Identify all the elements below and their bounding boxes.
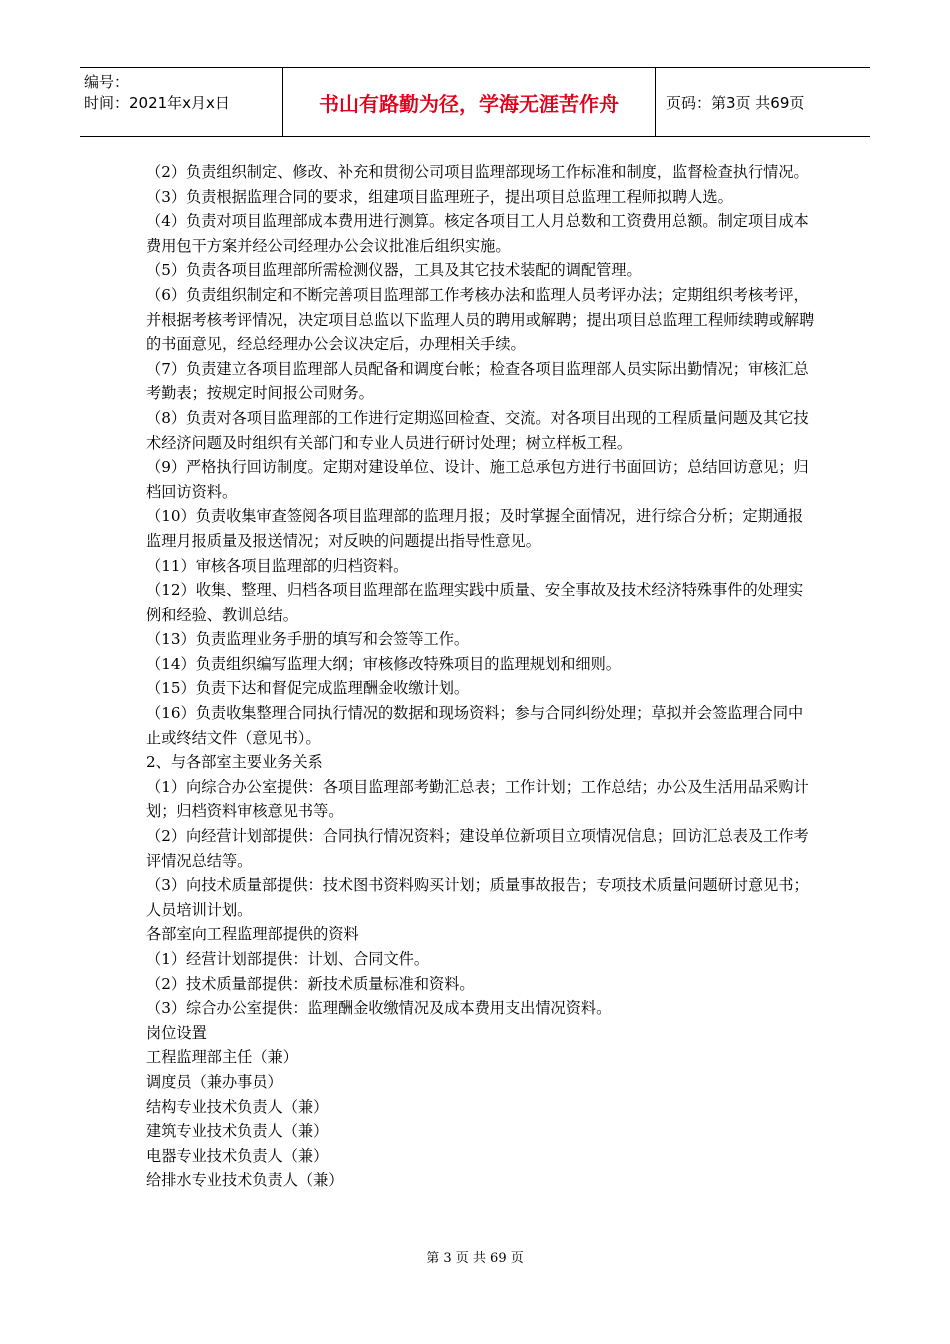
page-footer: 第 3 页 共 69 页 <box>426 1251 524 1266</box>
paragraph: 岗位设置 <box>146 1023 207 1042</box>
paragraph: （2）技术质量部提供：新技术质量标准和资料。 <box>146 974 475 993</box>
paragraph: （3）综合办公室提供：监理酬金收缴情况及成本费用支出情况资料。 <box>146 999 612 1018</box>
paragraph: 各部室向工程监理部提供的资料 <box>146 925 359 944</box>
paragraph: （16）负责收集整理合同执行情况的数据和现场资料；参与合同纠纷处理；草拟并会签监理合同中止或终结文件（意见书）。 <box>146 704 804 747</box>
paragraph: （8）负责对各项目监理部的工作进行定期巡回检查、交流。对各项目出现的工程质量问题及其它技术经济问题及时组织有关部门和专业人员进行研讨处理；树立样板工程。 <box>146 408 809 452</box>
header-page-info: 页码：第3页 共69页 <box>666 93 805 112</box>
paragraph: （9）严格执行回访制度。定期对建设单位、设计、施工总承包方进行书面回访；总结回访意见；归档回访资料。 <box>146 458 809 501</box>
page-header <box>80 67 870 137</box>
paragraph: （12）收集、整理、归档各项目监理部在监理实践中质量、安全事故及技术经济特殊事件的处理实例和经验、教训总结。 <box>146 581 804 624</box>
paragraph: 给排水专业技术负责人（兼） <box>146 1171 344 1190</box>
paragraph: （4）负责对项目监理部成本费用进行测算。核定各项目工人月总数和工资费用总额。制定项目成本费用包干方案并经公司经理办公会议批准后组织实施。 <box>146 212 809 255</box>
document-number-label: 编号： <box>84 73 130 91</box>
paragraph: （11）审核各项目监理部的归档资料。 <box>146 556 409 575</box>
paragraph: （13）负责监理业务手册的填写和会签等工作。 <box>146 630 470 649</box>
document-body <box>146 160 816 1193</box>
paragraph: 调度员（兼办事员） <box>146 1072 283 1091</box>
paragraph: （2）向经营计划部提供：合同执行情况资料；建设单位新项目立项情况信息；回访汇总表及工作考评情况总结等。 <box>146 827 809 870</box>
paragraph: 电器专业技术负责人（兼） <box>146 1146 329 1165</box>
header-meta <box>80 68 283 136</box>
document-date: 时间：2021年x月x日 <box>84 94 230 112</box>
paragraph: （10）负责收集审查签阅各项目监理部的监理月报；及时掌握全面情况，进行综合分析；定期通报监理月报质量及报送情况；对反映的问题提出指导性意见。 <box>146 507 804 550</box>
paragraph: （5）负责各项目监理部所需检测仪器，工具及其它技术装配的调配管理。 <box>146 261 642 280</box>
paragraph: （1）向综合办公室提供：各项目监理部考勤汇总表；工作计划；工作总结；办公及生活用品采购计划；归档资料审核意见书等。 <box>146 777 809 821</box>
paragraph: （15）负责下达和督促完成监理酬金收缴计划。 <box>146 679 470 698</box>
paragraph: 工程监理部主任（兼） <box>146 1048 298 1067</box>
paragraph: （6）负责组织制定和不断完善项目监理部工作考核办法和监理人员考评办法；定期组织考核考评，并根据考核考评情况，决定项目总监以下监理人员的聘用或解聘；提出项目总监理工程师续聘或解聘的书面意见，经总经理办公会议决定后，办理相关手续。 <box>146 285 815 354</box>
header-motto: 书山有路勤为径，学海无涯苦作舟 <box>283 68 656 136</box>
paragraph: （2）负责组织制定、修改、补充和贯彻公司项目监理部现场工作标准和制度，监督检查执行情况。 <box>146 163 809 181</box>
paragraph: （7）负责建立各项目监理部人员配备和调度台帐；检查各项目监理部人员实际出勤情况；审核汇总考勤表；按规定时间报公司财务。 <box>146 359 809 403</box>
paragraph: 2、与各部室主要业务关系 <box>146 753 323 772</box>
paragraph: 建筑专业技术负责人（兼） <box>146 1122 329 1141</box>
paragraph: （3）向技术质量部提供：技术图书资料购买计划；质量事故报告；专项技术质量问题研讨意见书；人员培训计划。 <box>146 876 809 919</box>
paragraph: （14）负责组织编写监理大纲；审核修改特殊项目的监理规划和细则。 <box>146 654 621 673</box>
paragraph: （1）经营计划部提供：计划、合同文件。 <box>146 950 430 968</box>
paragraph: 结构专业技术负责人（兼） <box>146 1097 329 1116</box>
paragraph: （3）负责根据监理合同的要求，组建项目监理班子，提出项目总监理工程师拟聘人选。 <box>146 187 733 206</box>
